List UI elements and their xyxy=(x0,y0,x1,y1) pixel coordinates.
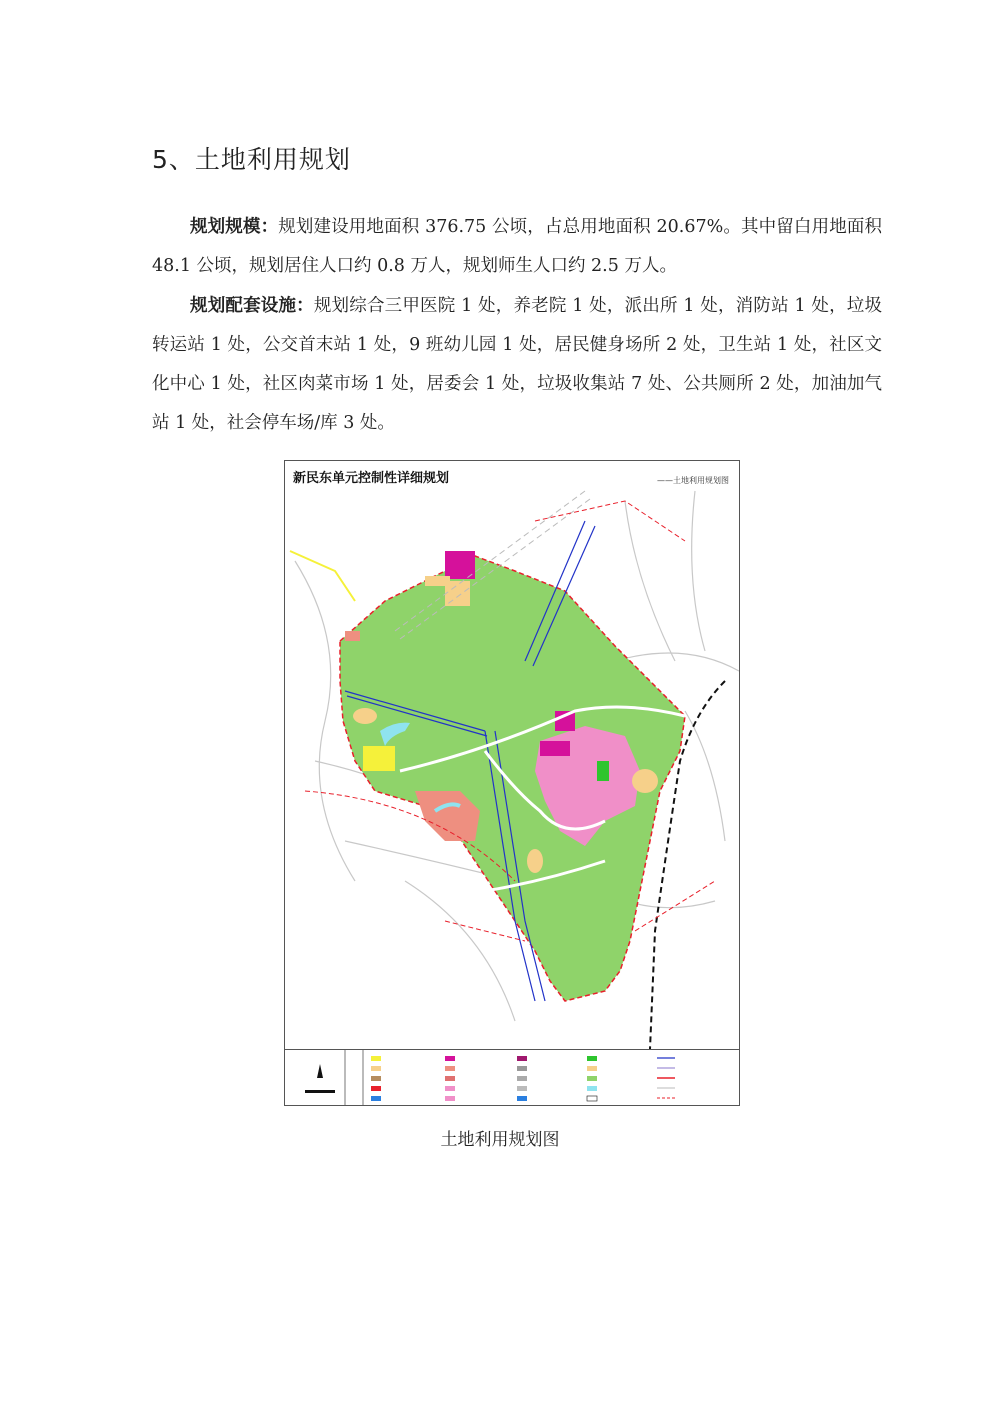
legend-swatch xyxy=(587,1076,597,1081)
tan-area xyxy=(353,708,377,724)
north-arrow-icon xyxy=(317,1064,323,1078)
legend-swatch xyxy=(587,1056,597,1061)
legend-swatch xyxy=(371,1066,381,1071)
legend-swatch xyxy=(587,1066,597,1071)
map-subtitle: ——土地利用规划图 xyxy=(657,476,729,485)
magenta-block xyxy=(540,741,570,756)
land-use-map xyxy=(284,460,740,1106)
legend-swatch xyxy=(517,1086,527,1091)
legend-swatch xyxy=(517,1066,527,1071)
legend-swatch xyxy=(445,1066,455,1071)
paragraph-facilities-lead: 规划配套设施： xyxy=(190,296,314,316)
legend-swatch xyxy=(371,1056,381,1061)
map-title: 新民东单元控制性详细规划 xyxy=(293,471,450,486)
tan-area xyxy=(527,849,543,873)
legend-swatch xyxy=(445,1056,455,1061)
yellow-line xyxy=(290,551,355,601)
bright-green-block xyxy=(597,761,609,781)
paragraph-scale xyxy=(152,208,882,286)
legend-swatch xyxy=(517,1096,527,1101)
figure-caption: 土地利用规划图 xyxy=(440,1130,560,1150)
red-boundary xyxy=(445,921,525,941)
legend-swatch xyxy=(587,1086,597,1091)
legend-swatch xyxy=(517,1076,527,1081)
legend-swatch xyxy=(587,1096,597,1101)
section-heading: 5、土地利用规划 xyxy=(152,145,351,174)
map-legend xyxy=(285,1049,739,1106)
road-line xyxy=(625,501,675,661)
road-line xyxy=(692,491,705,651)
map-legend-drawing xyxy=(285,1050,739,1106)
tan-area xyxy=(632,769,658,793)
legend-swatch xyxy=(371,1086,381,1091)
road-line xyxy=(405,881,515,1021)
paragraph-facilities-text: 规划综合三甲医院 1 处，养老院 1 处，派出所 1 处，消防站 1 处，垃圾转运站 1 处，公交首末站 1 处，9 班幼儿园 1 处，居民健身场所 2 处，卫生站 1 处，社区文化中心 1 处，社区肉菜市场 1 处，居委会 1 处，垃圾收集站 7 处、公共厕所 2 处，加油加气站 1 处，社会停车场/库 3 处。 xyxy=(152,296,882,433)
scale-bar xyxy=(305,1090,335,1093)
paragraph-facilities xyxy=(152,287,882,443)
red-boundary xyxy=(535,501,685,541)
legend-swatch xyxy=(371,1096,381,1101)
salmon-block xyxy=(345,631,360,641)
legend-swatch xyxy=(517,1056,527,1061)
legend-swatch xyxy=(445,1096,455,1101)
legend-swatch xyxy=(445,1076,455,1081)
paragraph-scale-text: 规划建设用地面积 376.75 公顷，占总用地面积 20.67%。其中留白用地面积 48.1 公顷，规划居住人口约 0.8 万人，规划师生人口约 2.5 万人。 xyxy=(152,217,882,276)
paragraph-scale-lead: 规划规模： xyxy=(190,217,279,237)
yellow-block xyxy=(363,746,395,771)
legend-swatch xyxy=(371,1076,381,1081)
tan-block xyxy=(445,581,470,606)
legend-swatch xyxy=(445,1086,455,1091)
land-use-map-drawing xyxy=(285,461,739,1049)
